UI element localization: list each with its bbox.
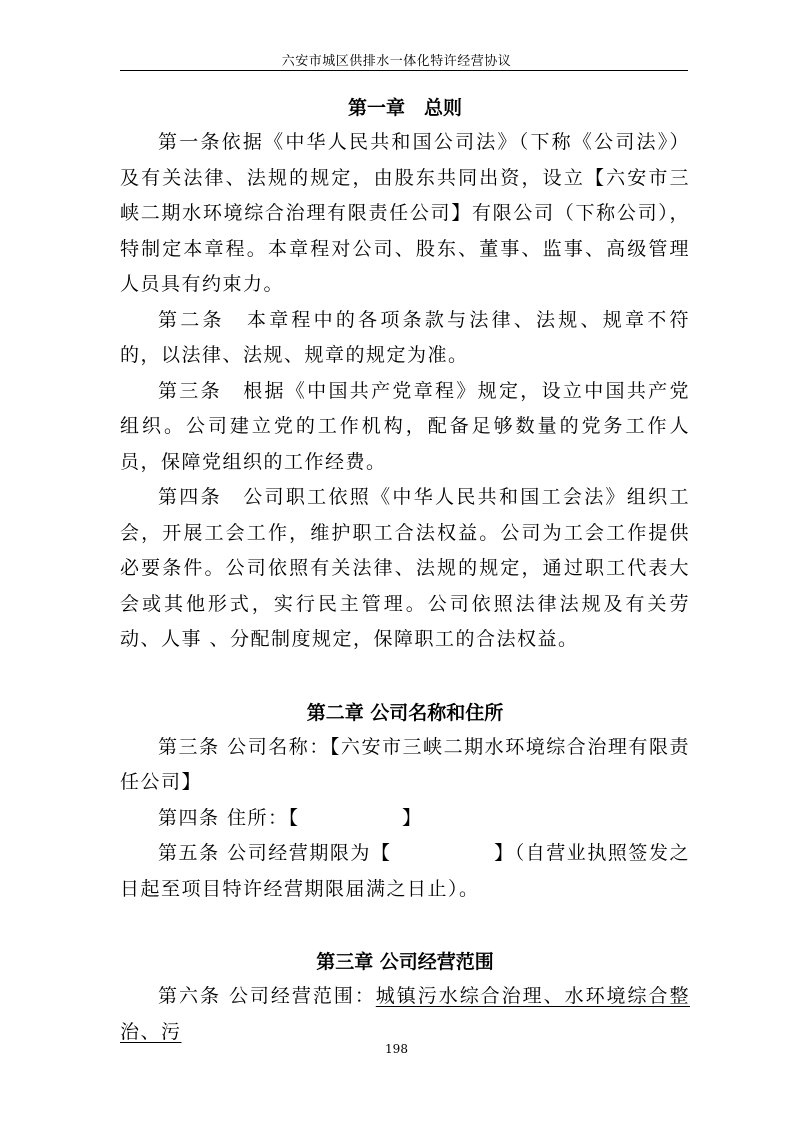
- article-1: 第一条依据《中华人民共和国公司法》（下称《公司法》）及有关法律、法规的规定，由股东共同出资，设立【六安市三峡二期水环境综合治理有限责任公司】有限公司（下称公司），特制定本章程。本章程对公司、股东、董事、监事、高级管理人员具有约束力。: [120, 131, 690, 295]
- article-business-scope-label: 第六条 公司经营范围：: [158, 985, 376, 1007]
- chapter-2-title: 第二章 公司名称和住所: [306, 701, 504, 724]
- running-header-title: 六安市城区供排水一体化特许经营协议: [281, 54, 512, 69]
- chapter-1-title: 第一章 总则: [347, 97, 462, 119]
- article-4: 第四条 公司职工依照《中华人民共和国工会法》组织工会，开展工会工作，维护职工合法权益。公司为工会工作提供必要条件。公司依照有关法律、法规的规定，通过职工代表大会或其他形式，实行民主管理。公司依照法律法规及有关劳动、人事 、分配制度规定，保障职工的合法权益。: [120, 486, 690, 650]
- business-scope-text: 城镇污水综合治理、水环境综合整治、污: [120, 985, 690, 1043]
- article-business-scope: [120, 979, 690, 1050]
- chapter-3-title: 第三章 公司经营范围: [316, 951, 494, 973]
- article-3: 第三条 根据《中国共产党章程》规定，设立中国共产党组织。公司建立党的工作机构，配备足够数量的党务工作人员，保障党组织的工作经费。: [120, 379, 690, 473]
- article-address: 第四条 住所：【 】: [158, 806, 423, 829]
- article-company-name: 第三条 公司名称：【六安市三峡二期水环境综合治理有限责任公司】: [120, 735, 690, 793]
- article-operating-term: 第五条 公司经营期限为【 】（自营业执照签发之日起至项目特许经营期限届满之日止）。: [120, 842, 690, 900]
- document-body: [120, 91, 690, 1050]
- header-divider: [120, 70, 688, 71]
- article-2: 第二条 本章程中的各项条款与法律、法规、规章不符的，以法律、法规、规章的规定为准。: [120, 308, 690, 366]
- page-number: 198: [385, 1042, 408, 1056]
